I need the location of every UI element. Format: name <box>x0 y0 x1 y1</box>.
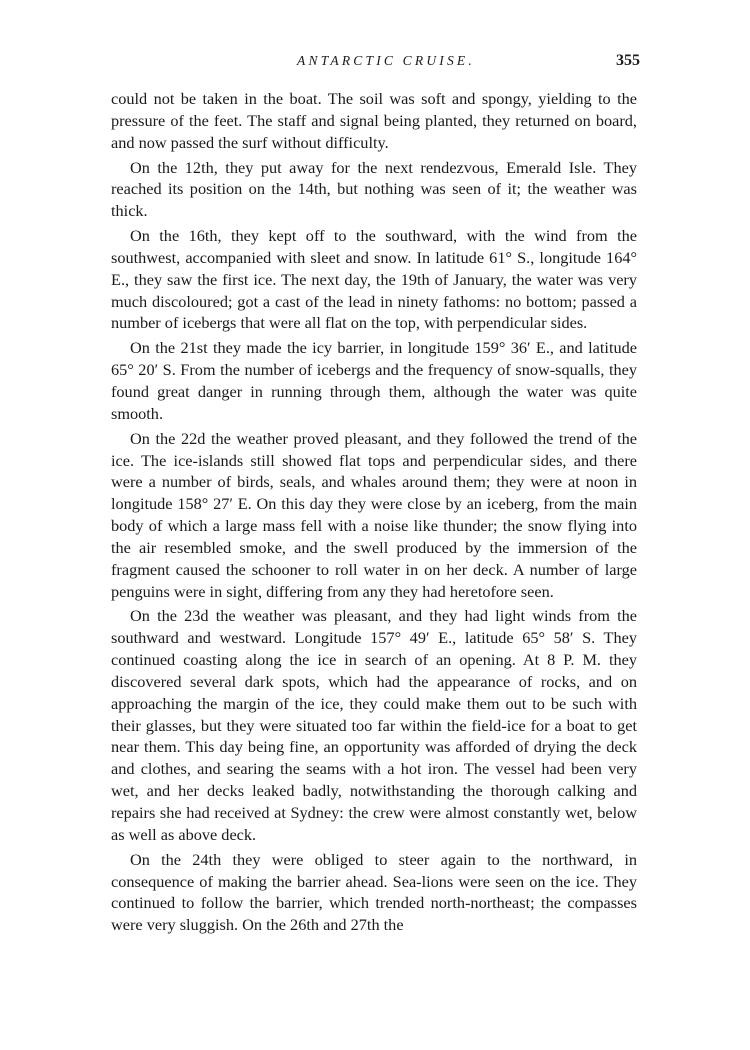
body-text <box>111 88 637 936</box>
paragraph-23d: On the 23d the weather was pleasant, and they had light winds from the southward and westward. Longitude 157° 49′ E., latitude 65° 58′ S. They continued coasting along the ice in search of an opening. At 8 P. M. they discovered several dark spots, which had the appearance of rocks, and on approaching the margin of the ice, they could make them out to be such with their glasses, but they were situated too far within the field-ice for a boat to get near them. This day being fine, an opportunity was afforded of drying the deck and clothes, and searing the seams with a hot iron. The vessel had been very wet, and her decks leaked badly, notwithstanding the thorough calking and repairs she had received at Sydney: the crew were almost constantly wet, below as well as above deck. <box>111 606 637 844</box>
paragraph-12th: On the 12th, they put away for the next rendezvous, Emerald Isle. They reached its position on the 14th, but nothing was seen of it; the weather was thick. <box>111 157 637 221</box>
paragraph-22d: On the 22d the weather proved pleasant, and they followed the trend of the ice. The ice-islands still showed flat tops and perpendicular sides, and there were a number of birds, seals, and whales around them; they were at noon in longitude 158° 27′ E. On this day they were close by an iceberg, from the main body of which a large mass fell with a noise like thunder; the snow flying into the air resembled smoke, and the swell produced by the immersion of the fragment caused the schooner to roll water in on her deck. A number of large penguins were in sight, differing from any they had heretofore seen. <box>111 428 637 601</box>
running-head <box>110 53 640 77</box>
running-title: ANTARCTIC CRUISE. <box>297 53 475 68</box>
paragraph-24th: On the 24th they were obliged to steer again to the northward, in consequence of making the barrier ahead. Sea-lions were seen on the ice. They continued to follow the barrier, which trended north-northeast; the compasses were very sluggish. On the 26th and 27th the <box>111 849 637 935</box>
paragraph-21st: On the 21st they made the icy barrier, in longitude 159° 36′ E., and latitude 65° 20′ S. From the number of icebergs and the frequency of snow-squalls, they found great danger in running through them, although the water was quite smooth. <box>111 338 637 423</box>
paragraph-continuation: could not be taken in the boat. The soil was soft and spongy, yielding to the pressure of the feet. The staff and signal being planted, they returned on board, and now passed the surf without difficulty. <box>111 89 637 152</box>
page-number: 355 <box>616 52 640 69</box>
paragraph-16th: On the 16th, they kept off to the southward, with the wind from the southwest, accompanied with sleet and snow. In latitude 61° S., longitude 164° E., they saw the first ice. The next day, the 19th of January, the water was very much discoloured; got a cast of the lead in ninety fathoms: no bottom; passed a number of icebergs that were all flat on the top, with perpendicular sides. <box>111 226 637 333</box>
